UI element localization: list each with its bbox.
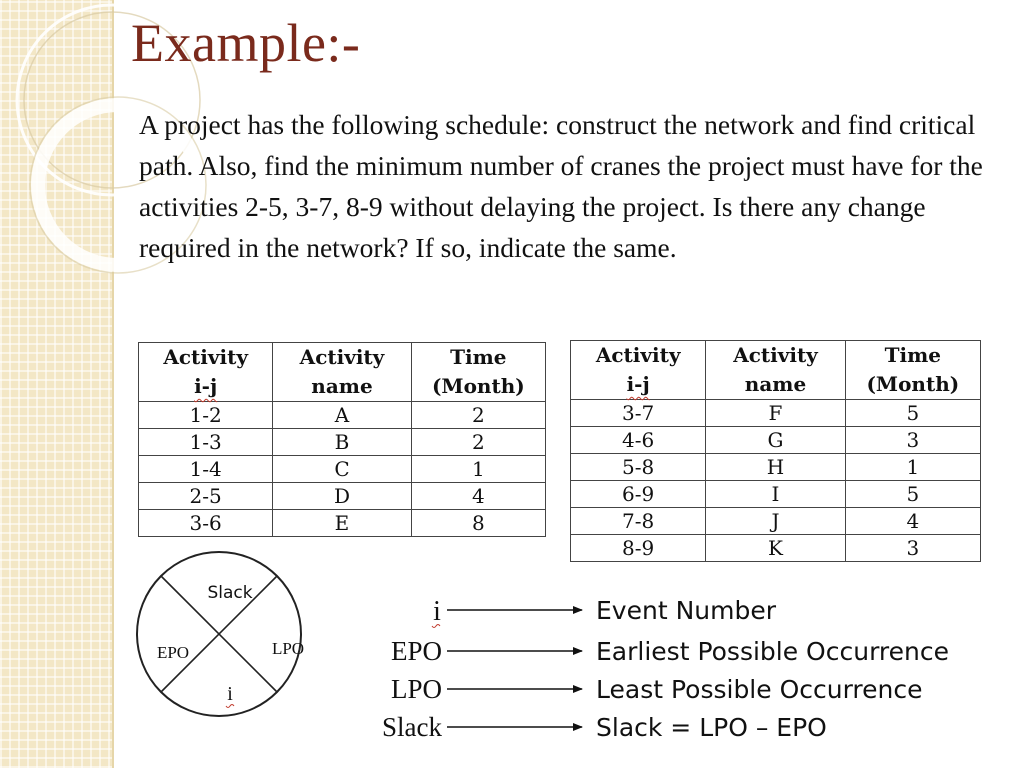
legend-meaning: Least Possible Occurrence — [596, 675, 923, 704]
legend-row — [391, 674, 923, 704]
legend-symbol: i — [433, 596, 441, 627]
legend-symbol: Slack — [382, 712, 442, 742]
node-label-epo: EPO — [156, 643, 190, 662]
cell-time: 1 — [411, 456, 545, 483]
cell-name: F — [706, 400, 845, 427]
event-node-diagram — [137, 552, 304, 716]
node-label-lpo: LPO — [271, 639, 305, 658]
legend-meaning: Earliest Possible Occurrence — [596, 637, 949, 666]
legend-meaning: Event Number — [596, 596, 776, 625]
node-label-slack: Slack — [207, 583, 253, 603]
legend-meaning: Slack = LPO – EPO — [596, 713, 827, 742]
cell-time: 4 — [845, 508, 980, 535]
legend-row — [391, 636, 949, 666]
cell-ij: 5-8 — [571, 454, 706, 481]
header-time: Time (Month) — [411, 343, 545, 402]
header-activity-name: Activity name — [706, 341, 845, 400]
cell-time: 4 — [411, 483, 545, 510]
header-activity-name: Activity name — [273, 343, 411, 402]
cell-ij: 4-6 — [571, 427, 706, 454]
cell-name: K — [706, 535, 845, 562]
cell-time: 5 — [845, 400, 980, 427]
legend-symbol: EPO — [390, 636, 442, 666]
problem-statement: A project has the following schedule: construct the network and find critical path. Also, find the minimum number of cranes the project must have for the activities 2-5, 3-7, 8-9 without delaying the project. Is there any change required in the network? If so, indicate the same. — [139, 109, 983, 263]
cell-time: 1 — [845, 454, 980, 481]
cell-name: A — [273, 402, 411, 429]
cell-ij: 1-3 — [139, 429, 273, 456]
cell-name: D — [273, 483, 411, 510]
cell-time: 8 — [411, 510, 545, 537]
cell-time: 2 — [411, 429, 545, 456]
slide-title: Example:- — [131, 13, 361, 73]
cell-time: 3 — [845, 427, 980, 454]
cell-name: B — [273, 429, 411, 456]
cell-name: E — [273, 510, 411, 537]
header-time: Time (Month) — [845, 341, 980, 400]
cell-ij: 1-2 — [139, 402, 273, 429]
cell-ij: 8-9 — [571, 535, 706, 562]
cell-time: 3 — [845, 535, 980, 562]
cell-ij: 3-7 — [571, 400, 706, 427]
cell-ij: 2-5 — [139, 483, 273, 510]
cell-time: 5 — [845, 481, 980, 508]
node-label-i: i — [227, 683, 233, 705]
cell-time: 2 — [411, 402, 545, 429]
legend-row — [382, 712, 827, 742]
cell-name: I — [706, 481, 845, 508]
cell-ij: 6-9 — [571, 481, 706, 508]
legend-row — [432, 596, 777, 628]
header-activity-ij: Activity i-j — [139, 343, 273, 402]
cell-name: G — [706, 427, 845, 454]
header-activity-ij: Activity i-j — [571, 341, 706, 400]
cell-ij: 1-4 — [139, 456, 273, 483]
cell-name: H — [706, 454, 845, 481]
cell-name: J — [706, 508, 845, 535]
cell-ij: 3-6 — [139, 510, 273, 537]
cell-name: C — [273, 456, 411, 483]
legend-symbol: LPO — [390, 674, 442, 704]
cell-ij: 7-8 — [571, 508, 706, 535]
